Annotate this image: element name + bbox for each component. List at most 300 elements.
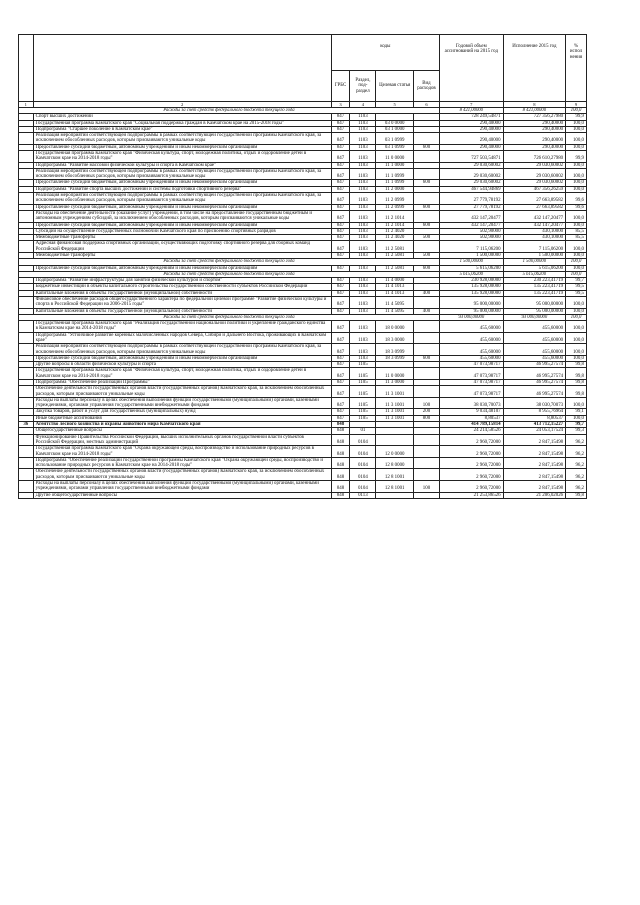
section-cell: 1103	[350, 222, 376, 228]
target-article-cell: 11 2 4020	[376, 228, 414, 234]
section-cell: 1105	[350, 409, 376, 415]
row-number-cell	[19, 469, 34, 481]
section-cell: 1103	[350, 296, 376, 308]
executed-cell: 46 995,27574	[503, 362, 566, 368]
percent-cell: 100,0	[566, 296, 587, 308]
grbs-cell: 848	[331, 446, 350, 458]
row-name-cell: Подпрограмма "Старшее поколение в Камчатском крае"	[33, 126, 331, 132]
target-article-cell: 11 3 1001	[376, 386, 414, 398]
section-cell: 0104	[350, 446, 376, 458]
annual-volume-cell: 47 073,98717	[440, 379, 504, 385]
row-name-cell: Предоставление субсидий бюджетным, автономным учреждениям и иным некоммерческим организациям	[33, 355, 331, 361]
annual-volume-cell: 2 960,72000	[440, 469, 504, 481]
table-row	[19, 344, 587, 356]
annual-volume-cell: 502,90000	[440, 228, 504, 234]
section-cell: 0113	[350, 492, 376, 498]
section-cell: 0104	[350, 481, 376, 493]
executed-cell: 2 847,15498	[503, 434, 566, 446]
table-row	[19, 386, 587, 398]
section-cell: 1105	[350, 362, 376, 368]
section-cell: 1103	[350, 120, 376, 126]
annual-volume-cell: 290,40000	[440, 133, 504, 145]
annual-volume-cell: 290,40000	[440, 126, 504, 132]
section-cell: 1103	[350, 126, 376, 132]
section-cell: 1103	[350, 162, 376, 168]
row-name-cell: Реализация мероприятий соответствующей подпрограммы в рамках соответствующей государственной программы Камчатского края, за исключением обособленных расходов, которым присваиваются уникальные коды	[33, 344, 331, 356]
row-name-cell: Иные бюджетные ассигнования	[33, 415, 331, 421]
section-cell: 0104	[350, 434, 376, 446]
target-article-cell: 11 1 0999	[376, 180, 414, 186]
grbs-cell: 847	[331, 344, 350, 356]
percent-cell: 99,5	[566, 284, 587, 290]
row-number-cell	[19, 457, 34, 469]
section-cell: 1103	[350, 210, 376, 222]
row-name-cell: Реализация мероприятий соответствующей подпрограммы в рамках соответствующей государственной программы Камчатского края, за исключением обособленных расходов, которым присваиваются уникальные коды	[33, 193, 331, 205]
grbs-cell: 847	[331, 204, 350, 210]
executed-cell: 2 847,15498	[503, 469, 566, 481]
percent-cell: 96,2	[566, 446, 587, 458]
executed-cell: 24 053,17524	[503, 428, 566, 434]
annual-volume-cell: 47 073,98717	[440, 368, 504, 380]
section-cell: 1105	[350, 397, 376, 409]
row-name-cell: Государственная программа Камчатского края "Охрана окружающей среды, воспроизводство и использование природных ресурсов в Камчатском крае на 2014-2018 годы"	[33, 446, 331, 458]
executed-cell: 430,10000	[503, 235, 566, 241]
row-number-cell	[19, 332, 34, 344]
target-article-cell: 11 3 0000	[376, 379, 414, 385]
percent-cell: 100,0	[566, 133, 587, 145]
section-cell: 1103	[350, 284, 376, 290]
annual-volume-cell: 135 928,00000	[440, 284, 504, 290]
table-row	[19, 193, 587, 205]
section-cell: 0104	[350, 457, 376, 469]
target-article-cell: 03 0 0000	[376, 120, 414, 126]
row-name-cell: Бюджетные инвестиции в объекты капитального строительства государственной собственности субъектов Российской Федерации	[33, 284, 331, 290]
grbs-cell: 848	[331, 492, 350, 498]
section-cell: 1105	[350, 415, 376, 421]
grbs-cell: 847	[331, 415, 350, 421]
grbs-cell: 847	[331, 162, 350, 168]
expense-type-cell	[413, 344, 439, 356]
percent-cell: 100,0	[566, 355, 587, 361]
section-cell: 1103	[350, 321, 376, 333]
executed-cell: 95 000,00000	[503, 296, 566, 308]
section-cell: 1103	[350, 168, 376, 180]
row-name-cell: Субсидии на осуществление государственных полномочий Камчатского края по присвоению спортивных разрядов	[33, 228, 331, 234]
percent-cell: 99,8	[566, 362, 587, 368]
row-name-cell: Агентство лесного хозяйства и охраны животного мира Камчатского края	[33, 422, 331, 428]
expense-type-cell	[413, 296, 439, 308]
grbs-cell: 847	[331, 386, 350, 398]
annual-volume-cell: 414 789,15814	[440, 422, 504, 428]
annual-volume-cell: 95 000,00000	[440, 308, 504, 314]
executed-cell: 413 712,15227	[503, 422, 566, 428]
grbs-cell: 847	[331, 284, 350, 290]
expense-type-cell: 600	[413, 355, 439, 361]
percent-cell: 100,0	[566, 108, 587, 114]
annual-volume-cell: 502,90000	[440, 235, 504, 241]
table-row	[19, 332, 587, 344]
percent-cell: 100,0	[566, 144, 587, 150]
grbs-cell: 847	[331, 321, 350, 333]
annual-volume-cell: 29 030,60002	[440, 162, 504, 168]
expense-type-cell	[413, 321, 439, 333]
percent-cell: 96,2	[566, 469, 587, 481]
annual-volume-cell: 432 147,20477	[440, 222, 504, 228]
section-cell: 1103	[350, 290, 376, 296]
expense-type-cell	[413, 210, 439, 222]
target-article-cell: 12 8 1001	[376, 469, 414, 481]
grbs-cell: 847	[331, 114, 350, 120]
percent-cell: 100,0	[566, 222, 587, 228]
grbs-cell: 848	[331, 434, 350, 446]
budget-table-sheet	[18, 34, 587, 499]
row-number-cell	[19, 296, 34, 308]
annual-volume-cell: 5 615,06200	[440, 271, 504, 277]
annual-volume-cell: 455,60000	[440, 355, 504, 361]
percent-cell: 100,0	[566, 265, 587, 271]
annual-volume-cell: 29 030,60002	[440, 180, 504, 186]
executed-cell: 135 223,41719	[503, 284, 566, 290]
executed-cell: 432 147,20477	[503, 222, 566, 228]
grbs-cell: 847	[331, 355, 350, 361]
row-number-cell	[19, 386, 34, 398]
expense-type-cell: 600	[413, 204, 439, 210]
percent-cell: 100,0	[566, 397, 587, 409]
annual-volume-cell: 7 115,06200	[440, 241, 504, 253]
percent-cell: 99,7	[566, 278, 587, 284]
percent-cell: 99,5	[566, 290, 587, 296]
grbs-cell: 847	[331, 168, 350, 180]
table-row	[19, 397, 587, 409]
grbs-cell: 847	[331, 290, 350, 296]
target-article-cell: 11 4 1013	[376, 290, 414, 296]
section-cell: 1103	[350, 193, 376, 205]
expense-type-cell	[413, 332, 439, 344]
percent-cell: 100,0	[566, 241, 587, 253]
row-name-cell: Подпрограмма "Развитие массовой физической культуры и спорта в Камчатском крае"	[33, 162, 331, 168]
row-number-cell	[19, 368, 34, 380]
annual-volume-cell: 1 500,00000	[440, 259, 504, 265]
target-article-cell: 11 1 0999	[376, 168, 414, 180]
row-name-cell: Расходы на обеспечение деятельности (оказание услуг) учреждений, в том числе на предоставление государственным бюджетным и автономным учреждениям субсидий, за исключением обособленных расходов, которым присваиваются уникальные коды	[33, 210, 331, 222]
section-cell: 1103	[350, 344, 376, 356]
target-article-cell: 12 8 0000	[376, 457, 414, 469]
row-name-cell: Обеспечение деятельности государственных органов власти (государственных органов) Камчатского края, за исключением обособленных расходов, которым присваиваются уникальные коды	[33, 469, 331, 481]
grbs-cell: 848	[331, 428, 350, 434]
executed-cell: 726 610,27980	[503, 150, 566, 162]
table-row	[19, 321, 587, 333]
target-article-cell: 11 4 5095	[376, 308, 414, 314]
section-cell: 1105	[350, 368, 376, 380]
header-section: Раздел, под- раздел	[350, 71, 376, 102]
section-cell: 01	[350, 428, 376, 434]
row-name-cell: Государственная программа Камчатского края "Физическая культура, спорт, молодежная политика, отдых и оздоровление детей в Камчатском крае на 2014-2018 годы"	[33, 368, 331, 380]
target-article-cell: 11 1 0000	[376, 162, 414, 168]
target-article-cell: 18 3 0000	[376, 332, 414, 344]
executed-cell: 5 615,06200	[503, 265, 566, 271]
percent-cell: 99,8	[566, 386, 587, 398]
header-codes: коды	[331, 35, 439, 71]
target-article-cell: 11 2 5081	[376, 253, 414, 259]
table-row	[19, 368, 587, 380]
grbs-cell: 848	[331, 457, 350, 469]
section-cell: 1103	[350, 133, 376, 145]
expense-type-cell	[413, 133, 439, 145]
target-article-cell: 03 1 0000	[376, 126, 414, 132]
percent-cell: 100,0	[566, 314, 587, 320]
grbs-cell: 848	[331, 481, 350, 493]
grbs-cell: 847	[331, 253, 350, 259]
grbs-cell: 847	[331, 296, 350, 308]
executed-cell: 2 847,15498	[503, 481, 566, 493]
executed-cell: 8 955,76964	[503, 409, 566, 415]
grbs-cell: 847	[331, 186, 350, 192]
expense-type-cell: 200	[413, 409, 439, 415]
section-cell: 1103	[350, 235, 376, 241]
table-row	[19, 481, 587, 493]
percent-cell: 99,6	[566, 193, 587, 205]
funding-source-label: Расходы за счет средств федерального бюджета текущего года	[19, 271, 440, 277]
header-expense-type: Вид расходов	[413, 71, 439, 102]
executed-cell: 8,80537	[503, 415, 566, 421]
grbs-cell: 847	[331, 222, 350, 228]
target-article-cell: 11 3 1001	[376, 409, 414, 415]
expense-type-cell	[413, 492, 439, 498]
target-article-cell: 03 1 0999	[376, 144, 414, 150]
funding-source-label: Расходы за счет средств федерального бюджета текущего года	[19, 314, 440, 320]
annual-volume-cell: 27 779,78192	[440, 193, 504, 205]
row-number-cell	[19, 434, 34, 446]
expense-type-cell	[413, 386, 439, 398]
target-article-cell: 11 4 5095	[376, 296, 414, 308]
executed-cell: 95 000,00000	[503, 308, 566, 314]
row-name-cell: Подпрограмма "Устойчивое развитие коренных малочисленных народов Севера, Сибири и Дальнего Востока, проживающих в Камчатском крае"	[33, 332, 331, 344]
annual-volume-cell: 38 030,70073	[440, 397, 504, 409]
table-row	[19, 492, 587, 498]
expense-type-cell	[413, 150, 439, 162]
executed-cell: 27 663,89582	[503, 193, 566, 205]
row-number-cell	[19, 492, 34, 498]
target-article-cell: 18 3 0999	[376, 355, 414, 361]
annual-volume-cell: 2 960,72000	[440, 457, 504, 469]
annual-volume-cell: 432 147,20477	[440, 210, 504, 222]
executed-cell: 1 500,00000	[503, 259, 566, 265]
row-name-cell: Подпрограмма "Обеспечение реализации Программы"	[33, 379, 331, 385]
executed-cell: 29 030,60002	[503, 168, 566, 180]
grbs-cell: 847	[331, 150, 350, 162]
executed-cell: 290,40000	[503, 126, 566, 132]
executed-cell: 455,60000	[503, 321, 566, 333]
header-number	[19, 35, 34, 102]
percent-cell: 99,9	[566, 150, 587, 162]
row-name-cell: Межбюджетные трансферты	[33, 253, 331, 259]
table-row	[19, 168, 587, 180]
percent-cell: 96,2	[566, 434, 587, 446]
percent-cell: 99,8	[566, 379, 587, 385]
table-row	[19, 457, 587, 469]
row-name-cell: Государственная программа Камчатского края "Физическая культура, спорт, молодежная политика, отдых и оздоровление детей в Камчатском крае на 2014-2018 годы"	[33, 150, 331, 162]
expense-type-cell: 400	[413, 290, 439, 296]
funding-source-label: Расходы за счет средств федерального бюджета текущего года	[19, 259, 440, 265]
percent-cell: 85,5	[566, 228, 587, 234]
annual-volume-cell: 47 073,98717	[440, 362, 504, 368]
grbs-cell: 848	[331, 469, 350, 481]
row-number-cell	[19, 241, 34, 253]
executed-cell: 27 663,89582	[503, 204, 566, 210]
row-number-cell	[19, 133, 34, 145]
percent-cell: 99,3	[566, 428, 587, 434]
executed-cell: 5 615,06200	[503, 271, 566, 277]
target-article-cell: 11 2 5081	[376, 265, 414, 271]
target-article-cell: 18 3 0999	[376, 344, 414, 356]
percent-cell: 100,0	[566, 168, 587, 180]
table-row	[19, 150, 587, 162]
target-article-cell: 11 4 1013	[376, 284, 414, 290]
annual-volume-cell: 455,60000	[440, 344, 504, 356]
section-cell: 1103	[350, 180, 376, 186]
target-article-cell: 12 0 0000	[376, 446, 414, 458]
target-article-cell: 11 2 1014	[376, 210, 414, 222]
percent-cell: 100,0	[566, 308, 587, 314]
row-number-cell	[19, 168, 34, 180]
annual-volume-cell: 455,60000	[440, 332, 504, 344]
percent-cell: 100,0	[566, 120, 587, 126]
row-name-cell: Межбюджетные трансферты	[33, 235, 331, 241]
target-article-cell: 11 3 1001	[376, 415, 414, 421]
annual-volume-cell: 95 000,00000	[440, 296, 504, 308]
target-article-cell: 11 2 5081	[376, 241, 414, 253]
grbs-cell: 847	[331, 397, 350, 409]
executed-cell: 93 000,00000	[503, 314, 566, 320]
section-cell: 1103	[350, 144, 376, 150]
row-name-cell: Спорт высших достижений	[33, 114, 331, 120]
executed-cell: 290,40000	[503, 144, 566, 150]
table-row	[19, 133, 587, 145]
target-article-cell	[376, 434, 414, 446]
percent-cell: 100,0	[566, 253, 587, 259]
executed-cell: 38 030,70073	[503, 397, 566, 409]
section-cell: 1103	[350, 241, 376, 253]
grbs-cell: 847	[331, 235, 350, 241]
row-name-cell: Предоставление субсидий бюджетным, автономным учреждениям и иным некоммерческим организациям	[33, 204, 331, 210]
expense-type-cell: 600	[413, 265, 439, 271]
header-name	[33, 35, 331, 102]
percent-cell: 99,7	[566, 422, 587, 428]
annual-volume-cell: 290,40000	[440, 144, 504, 150]
target-article-cell: 11 3 1001	[376, 397, 414, 409]
row-name-cell: Предоставление субсидий бюджетным, автономным учреждениям и иным некоммерческим организациям	[33, 180, 331, 186]
row-name-cell: Расходы на выплаты персоналу в целях обеспечения выполнения функций государственными (муниципальными) органами, казенными учреждениями, органами управления государственными внебюджетными фондами	[33, 481, 331, 493]
expense-type-cell	[413, 457, 439, 469]
annual-volume-cell: 727 503,54871	[440, 150, 504, 162]
section-cell: 1103	[350, 186, 376, 192]
column-index: 9	[566, 102, 587, 108]
annual-volume-cell: 2 960,72000	[440, 481, 504, 493]
grbs-cell: 847	[331, 133, 350, 145]
percent-cell: 100,0	[566, 344, 587, 356]
expense-type-cell: 100	[413, 481, 439, 493]
expense-type-cell: 800	[413, 415, 439, 421]
column-index: 6	[413, 102, 439, 108]
target-article-cell: 11 2 4020	[376, 235, 414, 241]
grbs-cell: 848	[331, 422, 350, 428]
percent-cell: 100,0	[566, 259, 587, 265]
percent-cell: 96,2	[566, 481, 587, 493]
grbs-cell: 847	[331, 228, 350, 234]
row-number-cell	[19, 210, 34, 222]
section-cell: 1103	[350, 265, 376, 271]
row-name-cell: Капитальные вложения в объекты государственной (муниципальной) собственности	[33, 308, 331, 314]
header-annual-volume: Годовой объем ассигнований на 2015 год	[440, 35, 504, 102]
row-name-cell: Государственная программа Камчатского края "Социальная поддержка граждан в Камчатском крае на 2015-2018 годы"	[33, 120, 331, 126]
grbs-cell: 847	[331, 241, 350, 253]
column-index: 3	[331, 102, 350, 108]
section-cell: 1103	[350, 278, 376, 284]
target-article-cell: 11 0 0000	[376, 150, 414, 162]
row-name-cell: Капитальные вложения в объекты государственной (муниципальной) собственности	[33, 290, 331, 296]
executed-cell: 230 223,41719	[503, 278, 566, 284]
annual-volume-cell: 27 779,78192	[440, 204, 504, 210]
executed-cell: 21 206,02026	[503, 492, 566, 498]
grbs-cell: 847	[331, 362, 350, 368]
funding-source-label: Расходы за счет средств федерального бюджета текущего года	[19, 108, 440, 114]
executed-cell: 430,10000	[503, 228, 566, 234]
row-name-cell: Другие общегосударственные вопросы	[33, 492, 331, 498]
section-cell: 1103	[350, 150, 376, 162]
header-executed: Исполнение 2015 год	[503, 35, 566, 102]
row-number-cell	[19, 150, 34, 162]
target-article-cell: 12 8 1001	[376, 481, 414, 493]
annual-volume-cell: 135 928,00000	[440, 290, 504, 296]
percent-cell: 99,1	[566, 409, 587, 415]
percent-cell: 100,0	[566, 415, 587, 421]
executed-cell: 727 356,27980	[503, 114, 566, 120]
grbs-cell: 847	[331, 379, 350, 385]
expense-type-cell: 400	[413, 308, 439, 314]
expense-type-cell: 600	[413, 180, 439, 186]
section-cell: 1103	[350, 332, 376, 344]
row-name-cell: Предоставление субсидий бюджетным, автономным учреждениям и иным некоммерческим организациям	[33, 144, 331, 150]
column-index: 8	[503, 102, 566, 108]
expense-type-cell	[413, 446, 439, 458]
row-name-cell: Государственная программа Камчатского края "Реализация государственной национальной политики и укрепление гражданского единства в Камчатском крае на 2014-2018 годы"	[33, 321, 331, 333]
executed-cell: 29 030,60002	[503, 180, 566, 186]
column-index: 2	[33, 102, 331, 108]
annual-volume-cell: 8,80537	[440, 415, 504, 421]
percent-cell: 99,9	[566, 114, 587, 120]
section-cell: 1103	[350, 355, 376, 361]
grbs-cell: 847	[331, 144, 350, 150]
percent-cell: 99,6	[566, 204, 587, 210]
executed-cell: 455,60000	[503, 332, 566, 344]
row-number-cell	[19, 193, 34, 205]
target-article-cell: 18 0 0000	[376, 321, 414, 333]
expense-type-cell	[413, 168, 439, 180]
header-grbs: ГРБС	[331, 71, 350, 102]
expense-type-cell: 100	[413, 397, 439, 409]
row-name-cell: Подпрограмма "Развитие спорта высших достижений и системы подготовки спортивного резерва"	[33, 186, 331, 192]
table-row	[19, 469, 587, 481]
section-cell: 1103	[350, 204, 376, 210]
grbs-cell: 847	[331, 265, 350, 271]
target-article-cell: 11 0 0000	[376, 368, 414, 380]
annual-volume-cell: 21 253,86526	[440, 492, 504, 498]
expense-type-cell: 600	[413, 144, 439, 150]
target-article-cell: 03 1 0999	[376, 133, 414, 145]
row-name-cell: Подпрограмма "Обеспечение реализации государственной программы Камчатского края "Охрана окружающей среды, воспроизводство и использование природных ресурсов в Камчатском крае на 2014-2018 годы"	[33, 457, 331, 469]
expense-type-cell	[413, 193, 439, 205]
row-name-cell: Другие вопросы в области физической культуры и спорта	[33, 362, 331, 368]
